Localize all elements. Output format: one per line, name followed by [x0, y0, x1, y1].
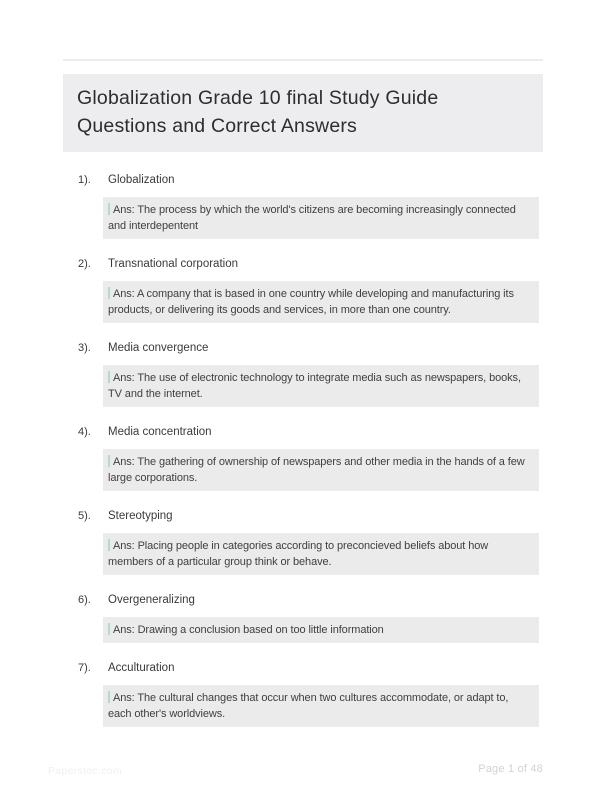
question-row: [63, 509, 543, 523]
question-row: [63, 661, 543, 675]
question-term: Media convergence: [108, 342, 209, 354]
question-number: 6).: [78, 594, 91, 606]
answer-marker-icon: [108, 287, 110, 299]
qa-item: [63, 593, 543, 643]
question-term: Acculturation: [108, 662, 175, 674]
question-number: 7).: [78, 662, 91, 674]
page-title: Globalization Grade 10 final Study Guide Questions and Correct Answers: [77, 87, 439, 137]
title-box: [63, 74, 543, 152]
answer-marker-icon: [108, 691, 110, 703]
answer-text: Ans: The process by which the world's citizens are becoming increasingly connected and interdepentent: [108, 204, 516, 232]
qa-item: [63, 425, 543, 491]
qa-item: [63, 257, 543, 323]
answer-marker-icon: [108, 203, 110, 215]
question-number: 3).: [78, 342, 91, 354]
page-indicator: Page 1 of 48: [478, 763, 543, 775]
question-term: Overgeneralizing: [108, 594, 195, 606]
question-number: 1).: [78, 174, 91, 186]
watermark: Paperstoc.com: [48, 765, 122, 777]
answer-marker-icon: [108, 539, 110, 551]
question-number: 2).: [78, 258, 91, 270]
answer-text: Ans: Placing people in categories according to preconcieved beliefs about how members of a particular group think or behave.: [108, 540, 489, 568]
question-term: Globalization: [108, 174, 175, 186]
answer-text: Ans: Drawing a conclusion based on too little information: [113, 624, 384, 636]
qa-list: [63, 173, 543, 727]
answer-box: [103, 617, 539, 643]
answer-marker-icon: [108, 455, 110, 467]
answer-marker-icon: [108, 623, 110, 635]
answer-text: Ans: The cultural changes that occur when two cultures accommodate, or adapt to, each other's worldviews.: [108, 692, 509, 720]
answer-box: [103, 533, 539, 575]
question-term: Stereotyping: [108, 510, 173, 522]
answer-box: [103, 197, 539, 239]
qa-item: [63, 341, 543, 407]
qa-item: [63, 173, 543, 239]
answer-text: Ans: The use of electronic technology to integrate media such as newspapers, books, TV and the internet.: [108, 372, 521, 400]
qa-item: [63, 661, 543, 727]
question-row: [63, 341, 543, 355]
question-row: [63, 593, 543, 607]
question-row: [63, 425, 543, 439]
answer-box: [103, 685, 539, 727]
answer-text: Ans: A company that is based in one country while developing and manufacturing its products, or delivering its goods and services, in more than one country.: [108, 288, 514, 316]
question-number: 5).: [78, 510, 91, 522]
answer-box: [103, 281, 539, 323]
question-number: 4).: [78, 426, 91, 438]
answer-text: Ans: The gathering of ownership of newspapers and other media in the hands of a few large corporations.: [108, 456, 525, 484]
question-row: [63, 257, 543, 271]
answer-box: [103, 365, 539, 407]
question-term: Transnational corporation: [108, 258, 238, 270]
question-term: Media concentration: [108, 426, 212, 438]
qa-item: [63, 509, 543, 575]
answer-marker-icon: [108, 371, 110, 383]
question-row: [63, 173, 543, 187]
answer-box: [103, 449, 539, 491]
header-divider: [63, 59, 543, 61]
